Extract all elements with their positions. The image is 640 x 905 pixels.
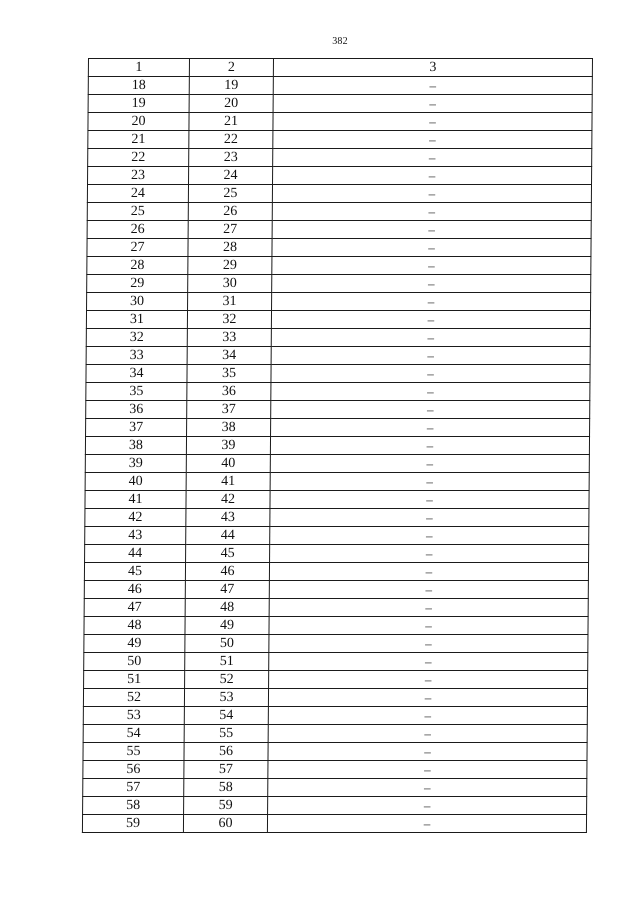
table-cell-col2: 52 xyxy=(185,671,269,689)
table-cell-col1: 52 xyxy=(83,689,184,707)
dash-mark: – xyxy=(429,78,437,93)
dash-mark: – xyxy=(423,816,431,831)
table-row xyxy=(87,203,591,221)
table-cell-col1: 56 xyxy=(83,761,184,779)
table-row xyxy=(87,221,591,239)
dash-mark: – xyxy=(429,132,436,147)
dash-mark: – xyxy=(424,744,431,759)
table-cell-col2: 41 xyxy=(186,473,270,491)
table-cell-col1: 50 xyxy=(84,653,185,671)
dash-mark: – xyxy=(423,798,431,813)
table-cell-col3 xyxy=(273,113,592,131)
table-cell-col3 xyxy=(270,509,589,527)
page-number: 382 xyxy=(332,36,348,47)
table-cell-col1: 19 xyxy=(88,95,189,113)
table-cell-col3 xyxy=(268,743,587,761)
table-cell-col1: 34 xyxy=(86,365,187,383)
table-cell-col1: 46 xyxy=(84,581,185,599)
table-row xyxy=(86,311,590,329)
dash-mark: – xyxy=(427,312,435,327)
table-cell-col2: 34 xyxy=(187,347,271,365)
column-header-3: 3 xyxy=(273,59,592,77)
table-row xyxy=(83,725,587,743)
dash-mark: – xyxy=(427,348,434,363)
table-cell-col1: 53 xyxy=(83,707,184,725)
table-cell-col3 xyxy=(271,383,590,401)
table-cell-col3 xyxy=(272,293,591,311)
table-cell-col3 xyxy=(272,257,591,275)
dash-mark: – xyxy=(427,276,435,291)
dash-mark: – xyxy=(429,96,436,111)
table-cell-col3 xyxy=(270,491,589,509)
table-cell-col3 xyxy=(269,617,588,635)
table-row xyxy=(86,419,590,437)
table-cell-col1: 49 xyxy=(84,635,185,653)
data-table xyxy=(82,58,593,833)
table-row xyxy=(87,293,591,311)
table-cell-col3 xyxy=(269,653,588,671)
table-cell-col2: 59 xyxy=(184,797,268,815)
table-cell-col3 xyxy=(269,581,588,599)
table-row xyxy=(86,401,590,419)
table-cell-col2: 48 xyxy=(185,599,269,617)
dash-mark: – xyxy=(427,384,434,399)
table-cell-col3 xyxy=(273,131,592,149)
dash-mark: – xyxy=(427,330,435,345)
table-row xyxy=(85,437,589,455)
table-cell-col3 xyxy=(272,185,591,203)
table-cell-col2: 33 xyxy=(187,329,271,347)
table-cell-col2: 25 xyxy=(188,185,272,203)
table-cell-col3 xyxy=(269,671,588,689)
table-cell-col1: 41 xyxy=(85,491,186,509)
dash-mark: – xyxy=(424,654,432,669)
table-row xyxy=(85,527,589,545)
table-row xyxy=(83,761,587,779)
dash-mark: – xyxy=(423,780,431,795)
dash-mark: – xyxy=(426,456,434,471)
table-cell-col1: 58 xyxy=(83,797,184,815)
table-header-row xyxy=(88,59,592,77)
table-cell-col1: 42 xyxy=(85,509,186,527)
table-cell-col2: 43 xyxy=(186,509,270,527)
table-row xyxy=(84,671,588,689)
dash-mark: – xyxy=(425,564,433,579)
table-row xyxy=(83,797,587,815)
dash-mark: – xyxy=(424,690,432,705)
dash-mark: – xyxy=(426,510,433,525)
table-cell-col2: 56 xyxy=(184,743,268,761)
dash-mark: – xyxy=(424,708,432,723)
table-cell-col1: 20 xyxy=(88,113,189,131)
table-cell-col3 xyxy=(271,419,590,437)
table-cell-col2: 54 xyxy=(184,707,268,725)
table-row xyxy=(86,329,590,347)
table-cell-col3 xyxy=(270,527,589,545)
table-cell-col2: 36 xyxy=(187,383,271,401)
table-row xyxy=(88,77,592,95)
table-cell-col3 xyxy=(269,599,588,617)
table-row xyxy=(84,617,588,635)
table-cell-col1: 59 xyxy=(82,815,183,833)
table-cell-col3 xyxy=(273,77,592,95)
table-cell-col2: 42 xyxy=(186,491,270,509)
table-row xyxy=(86,347,590,365)
dash-mark: – xyxy=(428,258,435,273)
table-cell-col2: 28 xyxy=(188,239,272,257)
table-row xyxy=(86,365,590,383)
table-cell-col1: 54 xyxy=(83,725,184,743)
table-row xyxy=(84,563,588,581)
table-cell-col1: 55 xyxy=(83,743,184,761)
table-body xyxy=(82,59,592,833)
dash-mark: – xyxy=(429,114,436,129)
table-cell-col3 xyxy=(270,455,589,473)
table-cell-col1: 18 xyxy=(88,77,189,95)
dash-mark: – xyxy=(427,294,435,309)
table-cell-col1: 35 xyxy=(86,383,187,401)
table-cell-col2: 57 xyxy=(184,761,268,779)
dash-mark: – xyxy=(428,186,436,201)
table-row xyxy=(88,113,592,131)
dash-mark: – xyxy=(425,546,433,561)
dash-mark: – xyxy=(427,366,434,381)
table-cell-col1: 44 xyxy=(85,545,186,563)
table-cell-col2: 20 xyxy=(189,95,273,113)
table-row xyxy=(88,167,592,185)
table-cell-col1: 57 xyxy=(83,779,184,797)
table-cell-col1: 36 xyxy=(86,401,187,419)
table-row xyxy=(87,275,591,293)
table-row xyxy=(85,455,589,473)
table-cell-col3 xyxy=(271,311,590,329)
table-cell-col1: 48 xyxy=(84,617,185,635)
table-cell-col1: 26 xyxy=(87,221,188,239)
table-cell-col2: 31 xyxy=(188,293,272,311)
table-cell-col3 xyxy=(268,725,587,743)
table-row xyxy=(88,95,592,113)
dash-mark: – xyxy=(426,402,434,417)
table-cell-col2: 37 xyxy=(187,401,271,419)
dash-mark: – xyxy=(424,762,431,777)
table-cell-col3 xyxy=(267,815,586,833)
table-cell-col2: 55 xyxy=(184,725,268,743)
dash-mark: – xyxy=(425,528,433,543)
table-cell-col2: 30 xyxy=(188,275,272,293)
table-cell-col3 xyxy=(271,347,590,365)
table-cell-col3 xyxy=(270,473,589,491)
table-cell-col3 xyxy=(271,329,590,347)
table-cell-col2: 23 xyxy=(189,149,273,167)
table-cell-col2: 46 xyxy=(185,563,269,581)
dash-mark: – xyxy=(426,420,434,435)
table-cell-col2: 22 xyxy=(189,131,273,149)
table-row xyxy=(84,653,588,671)
table-cell-col2: 29 xyxy=(188,257,272,275)
column-header-2: 2 xyxy=(189,59,273,77)
table-row xyxy=(83,779,587,797)
table-cell-col3 xyxy=(273,167,592,185)
table-cell-col1: 24 xyxy=(87,185,188,203)
column-header-1: 1 xyxy=(88,59,189,77)
table-cell-col2: 50 xyxy=(185,635,269,653)
table-cell-col1: 25 xyxy=(87,203,188,221)
table-cell-col3 xyxy=(271,401,590,419)
table-cell-col1: 33 xyxy=(86,347,187,365)
table-cell-col1: 21 xyxy=(88,131,189,149)
table-cell-col2: 39 xyxy=(186,437,270,455)
table-cell-col2: 38 xyxy=(187,419,271,437)
table-cell-col3 xyxy=(269,563,588,581)
table-cell-col3 xyxy=(273,95,592,113)
table-row xyxy=(83,743,587,761)
table-cell-col1: 28 xyxy=(87,257,188,275)
table-cell-col2: 47 xyxy=(185,581,269,599)
dash-mark: – xyxy=(426,474,433,489)
table-cell-col3 xyxy=(269,635,588,653)
dash-mark: – xyxy=(428,240,435,255)
table-row xyxy=(85,473,589,491)
table-cell-col1: 31 xyxy=(86,311,187,329)
table-cell-col2: 19 xyxy=(189,77,273,95)
table-row xyxy=(87,239,591,257)
table-row xyxy=(82,815,586,833)
dash-mark: – xyxy=(428,204,436,219)
table-cell-col1: 23 xyxy=(88,167,189,185)
table-row xyxy=(87,185,591,203)
dash-mark: – xyxy=(425,636,432,651)
dash-mark: – xyxy=(425,600,432,615)
dash-mark: – xyxy=(424,726,432,741)
table-row xyxy=(86,383,590,401)
dash-mark: – xyxy=(424,672,432,687)
dash-mark: – xyxy=(428,222,435,237)
table-cell-col3 xyxy=(270,437,589,455)
table-row xyxy=(87,257,591,275)
table-cell-col3 xyxy=(268,797,587,815)
table-cell-col2: 32 xyxy=(187,311,271,329)
table-cell-col1: 39 xyxy=(85,455,186,473)
table-cell-col3 xyxy=(268,779,587,797)
table-cell-col2: 21 xyxy=(189,113,273,131)
table-cell-col2: 35 xyxy=(187,365,271,383)
table-cell-col1: 43 xyxy=(85,527,186,545)
table-cell-col3 xyxy=(271,365,590,383)
table-cell-col3 xyxy=(268,689,587,707)
table-cell-col2: 49 xyxy=(185,617,269,635)
table-row xyxy=(85,545,589,563)
table-cell-col2: 58 xyxy=(184,779,268,797)
table-cell-col3 xyxy=(272,239,591,257)
table-cell-col1: 40 xyxy=(85,473,186,491)
table-cell-col1: 38 xyxy=(85,437,186,455)
table-cell-col1: 22 xyxy=(88,149,189,167)
table-cell-col2: 45 xyxy=(186,545,270,563)
table-cell-col1: 47 xyxy=(84,599,185,617)
dash-mark: – xyxy=(428,150,436,165)
table-cell-col3 xyxy=(272,221,591,239)
table-row xyxy=(83,689,587,707)
table-cell-col2: 24 xyxy=(189,167,273,185)
table-cell-col3 xyxy=(273,149,592,167)
dash-mark: – xyxy=(425,618,432,633)
table-cell-col3 xyxy=(268,707,587,725)
table-cell-col2: 26 xyxy=(188,203,272,221)
table-cell-col2: 27 xyxy=(188,221,272,239)
table-cell-col2: 60 xyxy=(183,815,267,833)
table-cell-col3 xyxy=(270,545,589,563)
table-cell-col2: 53 xyxy=(184,689,268,707)
table-cell-col3 xyxy=(268,761,587,779)
dash-mark: – xyxy=(426,438,434,453)
table-cell-col1: 27 xyxy=(87,239,188,257)
table-cell-col1: 37 xyxy=(86,419,187,437)
table-cell-col1: 30 xyxy=(87,293,188,311)
table-row xyxy=(85,491,589,509)
table-cell-col2: 40 xyxy=(186,455,270,473)
table-row xyxy=(88,131,592,149)
table-row xyxy=(84,581,588,599)
table-row xyxy=(85,509,589,527)
table-cell-col3 xyxy=(272,275,591,293)
table-cell-col3 xyxy=(272,203,591,221)
table-cell-col2: 51 xyxy=(185,653,269,671)
table-cell-col1: 29 xyxy=(87,275,188,293)
dash-mark: – xyxy=(426,492,433,507)
table-cell-col1: 32 xyxy=(86,329,187,347)
table-row xyxy=(83,707,587,725)
table-row xyxy=(84,599,588,617)
dash-mark: – xyxy=(425,582,433,597)
table-cell-col1: 45 xyxy=(84,563,185,581)
table-row xyxy=(84,635,588,653)
table-cell-col2: 44 xyxy=(186,527,270,545)
table-cell-col1: 51 xyxy=(84,671,185,689)
table-row xyxy=(88,149,592,167)
dash-mark: – xyxy=(428,168,436,183)
